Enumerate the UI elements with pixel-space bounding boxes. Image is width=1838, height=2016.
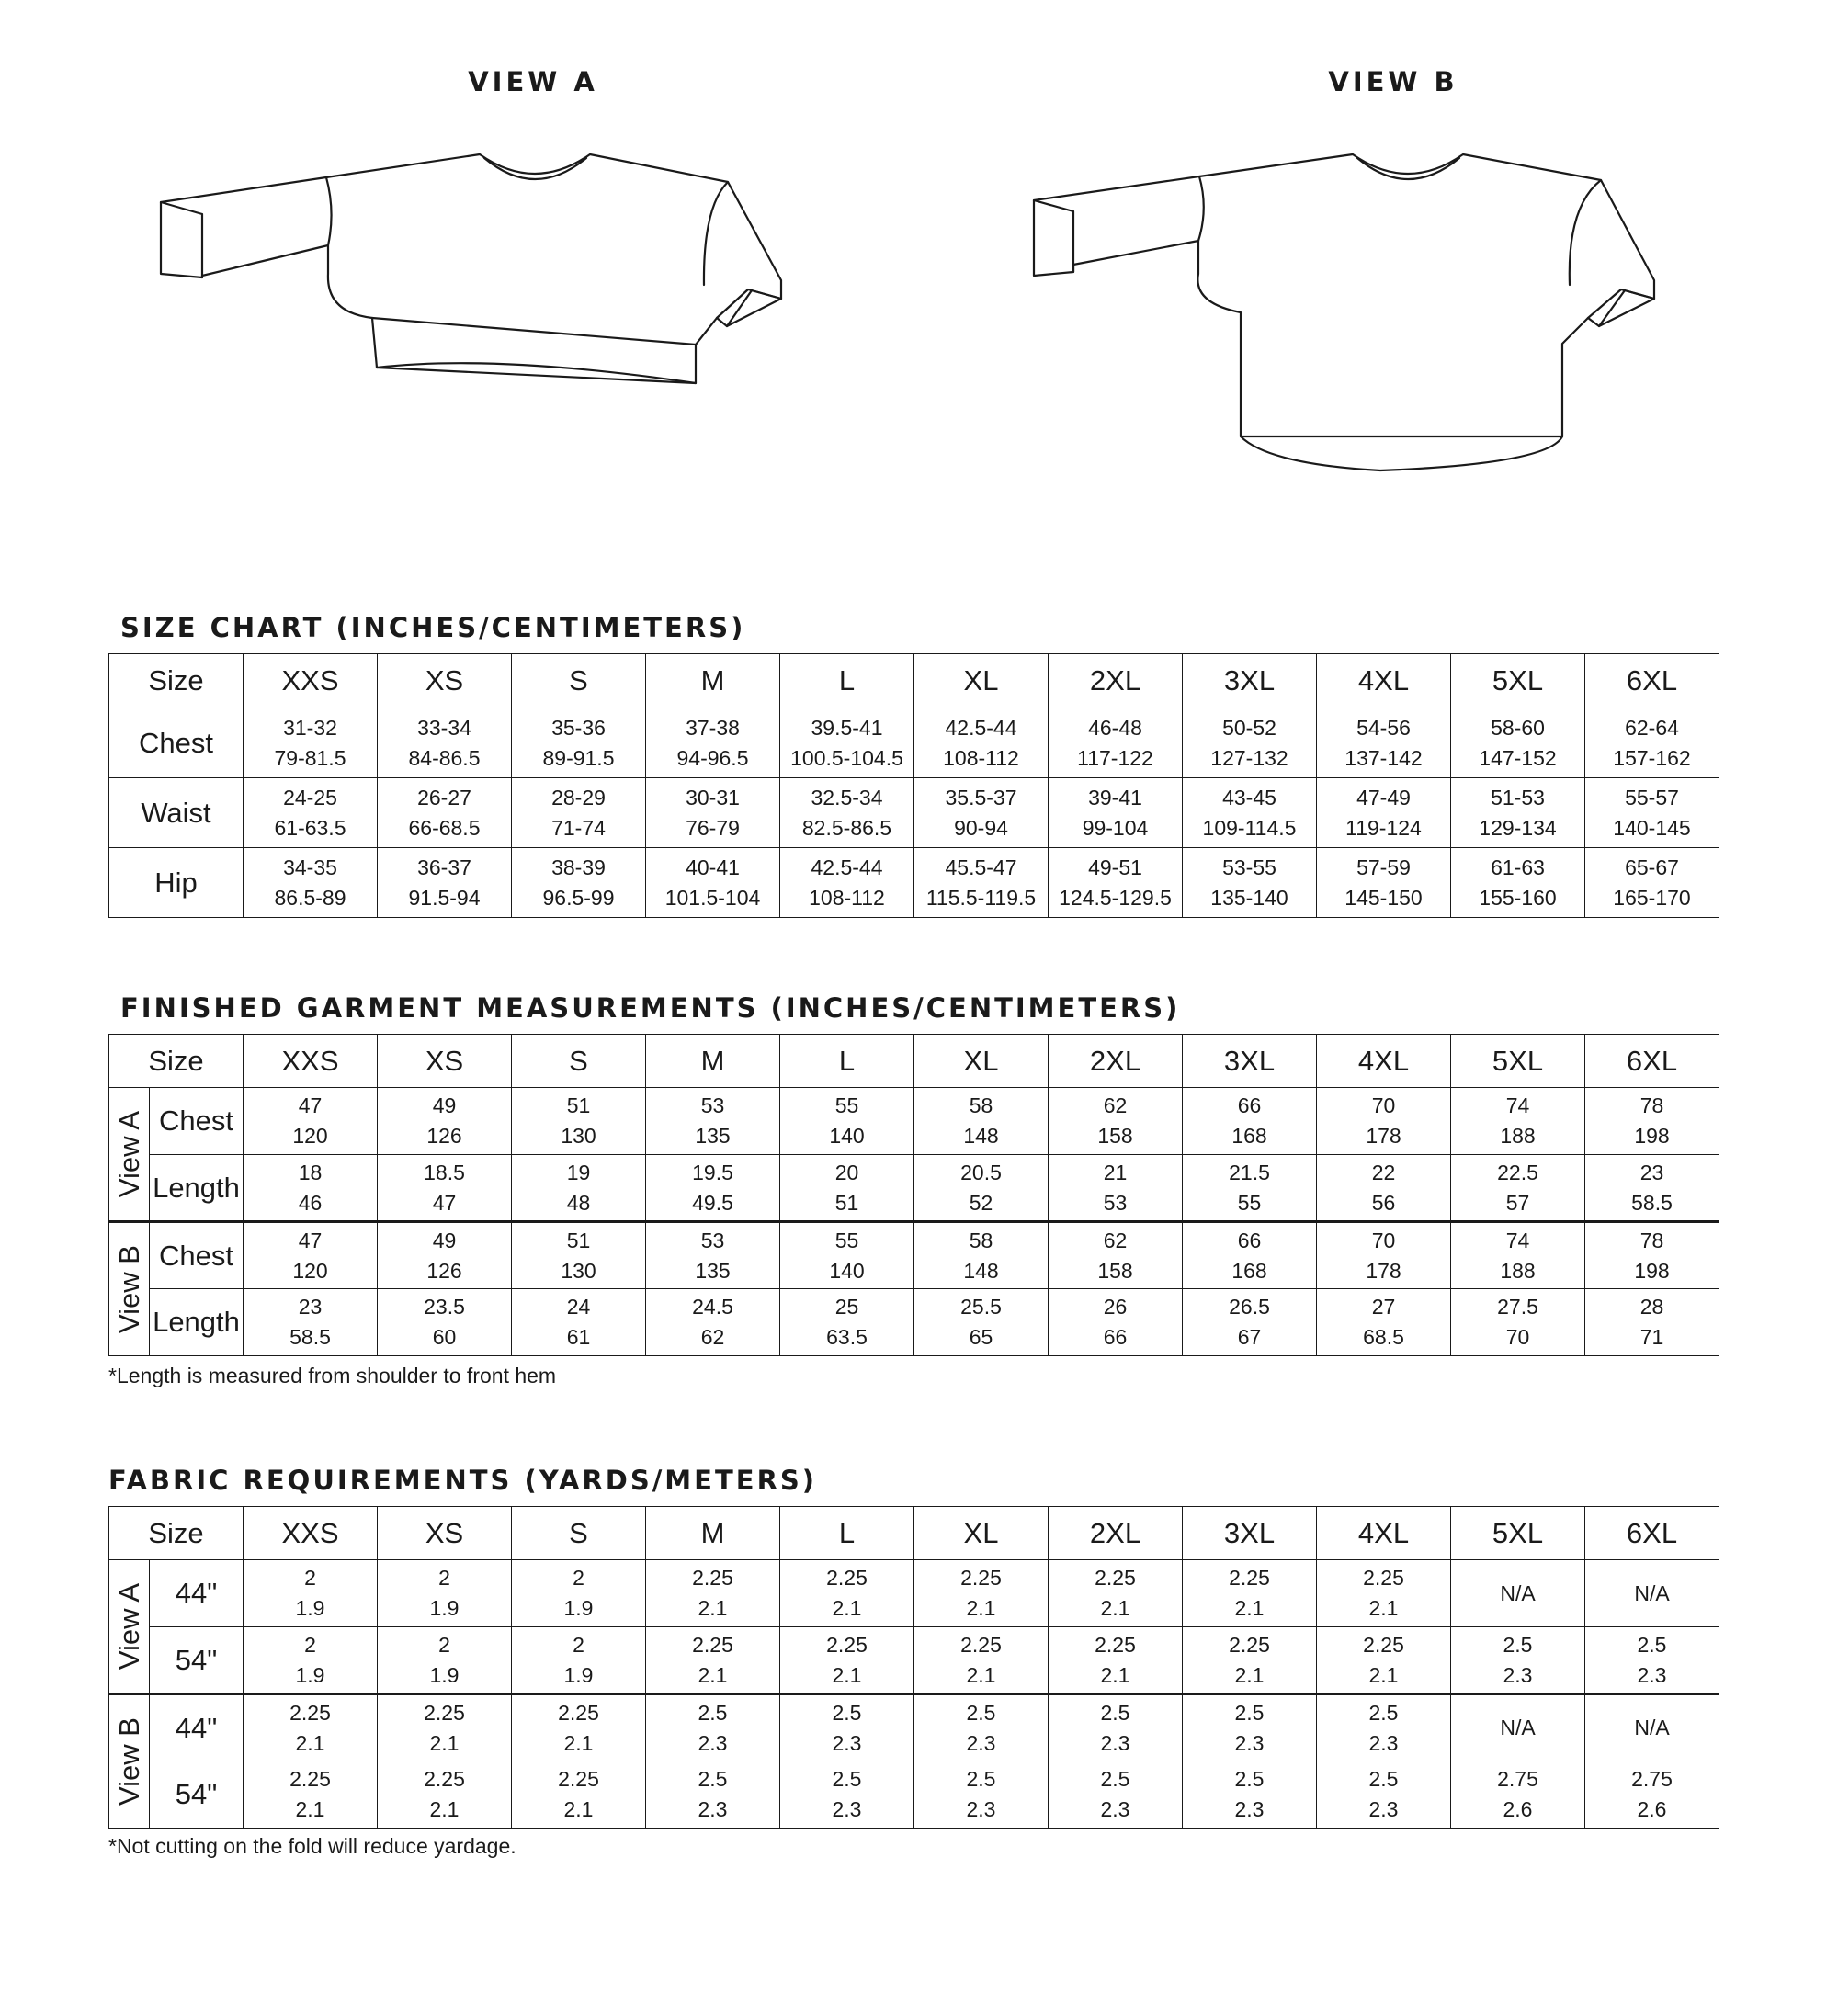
- header-cell: XL: [914, 654, 1049, 708]
- table-cell: 62-64 157-162: [1585, 708, 1719, 778]
- table-row: [109, 778, 1719, 848]
- row-label: Chest: [109, 708, 244, 778]
- table-cell: 2.25 2.1: [1317, 1560, 1451, 1627]
- view-a-garment-illustration: [147, 138, 809, 413]
- table-cell: 2.25 2.1: [1049, 1627, 1183, 1694]
- table-cell: 34-35 86.5-89: [244, 848, 378, 918]
- table-cell: 2.25 2.1: [378, 1761, 512, 1829]
- table-cell: 36-37 91.5-94: [378, 848, 512, 918]
- row-label: Length: [150, 1289, 244, 1356]
- table-row: [109, 1627, 1719, 1694]
- table-cell: 2.5 2.3: [1317, 1761, 1451, 1829]
- table-cell: 51-53 129-134: [1451, 778, 1585, 848]
- table-cell: 53 135: [646, 1088, 780, 1155]
- table-cell: 47 120: [244, 1222, 378, 1289]
- table-cell: 2.5 2.3: [1317, 1694, 1451, 1761]
- table-cell: 70 178: [1317, 1222, 1451, 1289]
- row-label: 44": [150, 1560, 244, 1627]
- table-cell: 43-45 109-114.5: [1183, 778, 1317, 848]
- table-cell: 57-59 145-150: [1317, 848, 1451, 918]
- header-cell: XXS: [244, 654, 378, 708]
- table-cell: 2 1.9: [512, 1627, 646, 1694]
- table-cell: 2 1.9: [244, 1560, 378, 1627]
- table-cell: 2.25 2.1: [1183, 1627, 1317, 1694]
- header-cell: 5XL: [1451, 654, 1585, 708]
- table-cell: 37-38 94-96.5: [646, 708, 780, 778]
- table-cell: 2.25 2.1: [780, 1560, 914, 1627]
- table-cell: 2 1.9: [378, 1627, 512, 1694]
- table-cell: 26-27 66-68.5: [378, 778, 512, 848]
- header-cell: S: [512, 654, 646, 708]
- table-cell: 58 148: [914, 1222, 1049, 1289]
- table-cell: 2.25 2.1: [244, 1761, 378, 1829]
- table-row: [109, 1761, 1719, 1829]
- header-cell: L: [780, 1507, 914, 1560]
- header-cell: 6XL: [1585, 654, 1719, 708]
- table-cell: N/A: [1451, 1560, 1585, 1627]
- table-cell: 53 135: [646, 1222, 780, 1289]
- table-cell: 51 130: [512, 1222, 646, 1289]
- header-cell: XXS: [244, 1507, 378, 1560]
- fabric-header-row: [109, 1507, 1719, 1560]
- row-label: Waist: [109, 778, 244, 848]
- table-cell: 58-60 147-152: [1451, 708, 1585, 778]
- header-cell: 4XL: [1317, 1507, 1451, 1560]
- header-cell: M: [646, 1507, 780, 1560]
- table-cell: 2.5 2.3: [780, 1694, 914, 1761]
- table-row: [109, 1155, 1719, 1222]
- table-cell: 2.5 2.3: [1049, 1761, 1183, 1829]
- table-cell: 47 120: [244, 1088, 378, 1155]
- table-cell: 18.5 47: [378, 1155, 512, 1222]
- table-cell: 26 66: [1049, 1289, 1183, 1356]
- table-cell: 2 1.9: [378, 1560, 512, 1627]
- table-cell: 39.5-41 100.5-104.5: [780, 708, 914, 778]
- table-cell: 55 140: [780, 1088, 914, 1155]
- table-cell: 55 140: [780, 1222, 914, 1289]
- table-cell: 66 168: [1183, 1088, 1317, 1155]
- finished-measurements-table: [108, 1034, 1719, 1356]
- table-cell: 2.5 2.3: [914, 1694, 1049, 1761]
- table-cell: 42.5-44 108-112: [780, 848, 914, 918]
- table-cell: 65-67 165-170: [1585, 848, 1719, 918]
- table-cell: 40-41 101.5-104: [646, 848, 780, 918]
- view-b-label: View B: [109, 1222, 150, 1356]
- header-cell: M: [646, 654, 780, 708]
- table-cell: 23 58.5: [1585, 1155, 1719, 1222]
- table-cell: 49 126: [378, 1088, 512, 1155]
- row-label: 54": [150, 1761, 244, 1829]
- table-cell: 74 188: [1451, 1222, 1585, 1289]
- table-cell: 2 1.9: [512, 1560, 646, 1627]
- size-chart-table: [108, 653, 1719, 918]
- table-cell: 24-25 61-63.5: [244, 778, 378, 848]
- header-cell: 2XL: [1049, 654, 1183, 708]
- header-cell: 3XL: [1183, 1035, 1317, 1088]
- table-cell: 51 130: [512, 1088, 646, 1155]
- table-cell: 2.25 2.1: [780, 1627, 914, 1694]
- table-cell: 70 178: [1317, 1088, 1451, 1155]
- fold-footnote: *Not cutting on the fold will reduce yardage.: [108, 1834, 516, 1858]
- row-label: Chest: [150, 1222, 244, 1289]
- row-label: Length: [150, 1155, 244, 1222]
- table-cell: 19 48: [512, 1155, 646, 1222]
- size-chart-header-row: [109, 654, 1719, 708]
- table-cell: 28 71: [1585, 1289, 1719, 1356]
- table-cell: 2.5 2.3: [780, 1761, 914, 1829]
- view-b-label: View B: [109, 1694, 150, 1829]
- view-a-title: VIEW A: [468, 66, 598, 97]
- header-cell: 6XL: [1585, 1035, 1719, 1088]
- table-cell: 18 46: [244, 1155, 378, 1222]
- table-cell: 2.5 2.3: [1049, 1694, 1183, 1761]
- header-cell: 6XL: [1585, 1507, 1719, 1560]
- view-b-garment-illustration: [1020, 138, 1682, 487]
- header-cell: Size: [109, 1035, 244, 1088]
- table-cell: 47-49 119-124: [1317, 778, 1451, 848]
- table-cell: 74 188: [1451, 1088, 1585, 1155]
- table-cell: 2.5 2.3: [1451, 1627, 1585, 1694]
- table-cell: 26.5 67: [1183, 1289, 1317, 1356]
- table-cell: 2.25 2.1: [646, 1560, 780, 1627]
- table-cell: 25.5 65: [914, 1289, 1049, 1356]
- table-cell: 28-29 71-74: [512, 778, 646, 848]
- header-cell: XS: [378, 1035, 512, 1088]
- fabric-requirements-table: [108, 1506, 1719, 1829]
- header-cell: L: [780, 1035, 914, 1088]
- table-cell: 35.5-37 90-94: [914, 778, 1049, 848]
- row-label: 44": [150, 1694, 244, 1761]
- table-cell: 23 58.5: [244, 1289, 378, 1356]
- table-cell: 58 148: [914, 1088, 1049, 1155]
- header-cell: S: [512, 1035, 646, 1088]
- table-cell: 2.25 2.1: [244, 1694, 378, 1761]
- table-cell: 45.5-47 115.5-119.5: [914, 848, 1049, 918]
- fabric-requirements-title: FABRIC REQUIREMENTS (YARDS/METERS): [108, 1465, 818, 1496]
- table-cell: 20 51: [780, 1155, 914, 1222]
- table-cell: 42.5-44 108-112: [914, 708, 1049, 778]
- header-cell: XXS: [244, 1035, 378, 1088]
- table-cell: 50-52 127-132: [1183, 708, 1317, 778]
- header-cell: 3XL: [1183, 654, 1317, 708]
- table-cell: 23.5 60: [378, 1289, 512, 1356]
- table-cell: 19.5 49.5: [646, 1155, 780, 1222]
- table-cell: 2.5 2.3: [646, 1694, 780, 1761]
- table-cell: 62 158: [1049, 1088, 1183, 1155]
- header-cell: XS: [378, 654, 512, 708]
- view-a-label: View A: [109, 1088, 150, 1222]
- table-cell: 2.75 2.6: [1451, 1761, 1585, 1829]
- table-cell: 62 158: [1049, 1222, 1183, 1289]
- table-cell: 49 126: [378, 1222, 512, 1289]
- length-footnote: *Length is measured from shoulder to front hem: [108, 1364, 557, 1387]
- table-cell: N/A: [1585, 1694, 1719, 1761]
- table-cell: 2.5 2.3: [1183, 1694, 1317, 1761]
- header-cell: XL: [914, 1507, 1049, 1560]
- table-cell: 61-63 155-160: [1451, 848, 1585, 918]
- table-cell: 2.75 2.6: [1585, 1761, 1719, 1829]
- view-b-title: VIEW B: [1328, 66, 1458, 97]
- view-a-label: View A: [109, 1560, 150, 1694]
- table-cell: 22 56: [1317, 1155, 1451, 1222]
- table-cell: 25 63.5: [780, 1289, 914, 1356]
- table-cell: 53-55 135-140: [1183, 848, 1317, 918]
- header-cell: XS: [378, 1507, 512, 1560]
- table-cell: 2.25 2.1: [512, 1694, 646, 1761]
- table-row: [109, 1088, 1719, 1155]
- header-cell: XL: [914, 1035, 1049, 1088]
- header-cell: 5XL: [1451, 1507, 1585, 1560]
- table-cell: 2.5 2.3: [914, 1761, 1049, 1829]
- table-row: [109, 1222, 1719, 1289]
- table-cell: 55-57 140-145: [1585, 778, 1719, 848]
- table-row: [109, 708, 1719, 778]
- header-cell: Size: [109, 1507, 244, 1560]
- table-cell: 2.25 2.1: [512, 1761, 646, 1829]
- table-row: [109, 1289, 1719, 1356]
- finished-measurements-title: FINISHED GARMENT MEASUREMENTS (INCHES/CENTIMETERS): [120, 992, 1181, 1024]
- table-cell: 78 198: [1585, 1222, 1719, 1289]
- header-cell: 4XL: [1317, 1035, 1451, 1088]
- table-cell: 22.5 57: [1451, 1155, 1585, 1222]
- table-cell: 49-51 124.5-129.5: [1049, 848, 1183, 918]
- header-cell: M: [646, 1035, 780, 1088]
- table-cell: 2.25 2.1: [914, 1560, 1049, 1627]
- table-cell: 24.5 62: [646, 1289, 780, 1356]
- header-cell: L: [780, 654, 914, 708]
- table-cell: N/A: [1585, 1560, 1719, 1627]
- table-cell: 2.25 2.1: [646, 1627, 780, 1694]
- table-cell: 20.5 52: [914, 1155, 1049, 1222]
- header-cell: S: [512, 1507, 646, 1560]
- header-cell: 2XL: [1049, 1507, 1183, 1560]
- table-cell: 54-56 137-142: [1317, 708, 1451, 778]
- header-cell: Size: [109, 654, 244, 708]
- table-cell: 2.25 2.1: [914, 1627, 1049, 1694]
- finished-header-row: [109, 1035, 1719, 1088]
- table-row: [109, 1560, 1719, 1627]
- table-row: [109, 1694, 1719, 1761]
- table-cell: 2 1.9: [244, 1627, 378, 1694]
- table-cell: 39-41 99-104: [1049, 778, 1183, 848]
- table-cell: 32.5-34 82.5-86.5: [780, 778, 914, 848]
- table-cell: 2.5 2.3: [1585, 1627, 1719, 1694]
- table-cell: 2.25 2.1: [1183, 1560, 1317, 1627]
- header-cell: 4XL: [1317, 654, 1451, 708]
- row-label: 54": [150, 1627, 244, 1694]
- table-cell: 24 61: [512, 1289, 646, 1356]
- table-cell: 2.5 2.3: [646, 1761, 780, 1829]
- table-cell: 30-31 76-79: [646, 778, 780, 848]
- table-cell: 46-48 117-122: [1049, 708, 1183, 778]
- table-cell: 78 198: [1585, 1088, 1719, 1155]
- table-cell: N/A: [1451, 1694, 1585, 1761]
- table-cell: 21.5 55: [1183, 1155, 1317, 1222]
- table-cell: 27.5 70: [1451, 1289, 1585, 1356]
- table-cell: 33-34 84-86.5: [378, 708, 512, 778]
- table-row: [109, 848, 1719, 918]
- table-cell: 38-39 96.5-99: [512, 848, 646, 918]
- table-cell: 2.25 2.1: [378, 1694, 512, 1761]
- table-cell: 2.25 2.1: [1049, 1560, 1183, 1627]
- table-cell: 31-32 79-81.5: [244, 708, 378, 778]
- table-cell: 2.5 2.3: [1183, 1761, 1317, 1829]
- table-cell: 2.25 2.1: [1317, 1627, 1451, 1694]
- table-cell: 21 53: [1049, 1155, 1183, 1222]
- row-label: Chest: [150, 1088, 244, 1155]
- header-cell: 5XL: [1451, 1035, 1585, 1088]
- header-cell: 2XL: [1049, 1035, 1183, 1088]
- header-cell: 3XL: [1183, 1507, 1317, 1560]
- table-cell: 35-36 89-91.5: [512, 708, 646, 778]
- table-cell: 27 68.5: [1317, 1289, 1451, 1356]
- size-chart-title: SIZE CHART (INCHES/CENTIMETERS): [120, 612, 746, 643]
- row-label: Hip: [109, 848, 244, 918]
- table-cell: 66 168: [1183, 1222, 1317, 1289]
